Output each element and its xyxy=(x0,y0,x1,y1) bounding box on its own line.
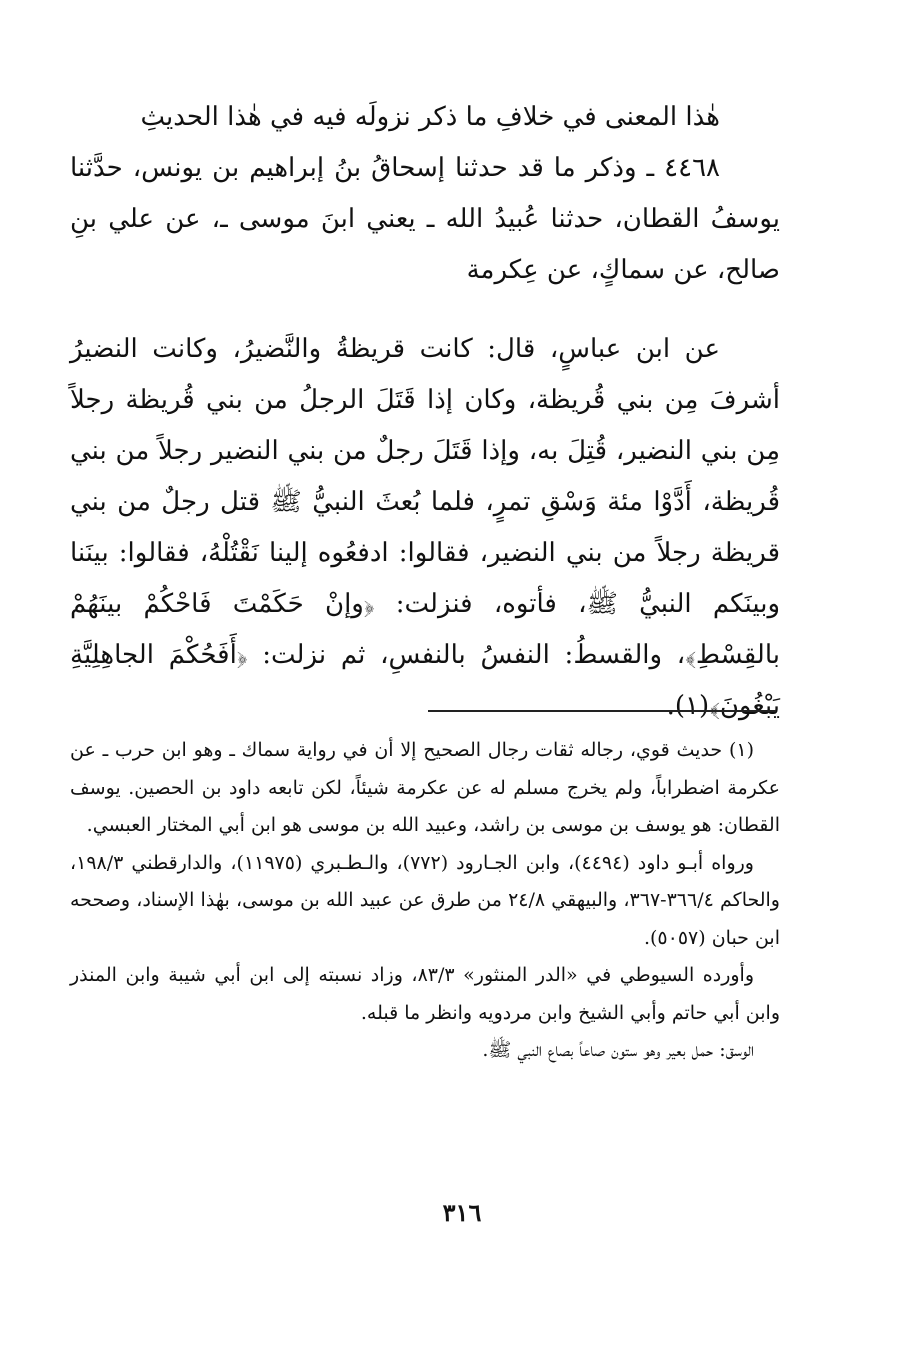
hadith-matn-paragraph: عن ابن عباسٍ، قال: كانت قريظةُ والنَّضيرُ، وكانت النضيرُ أشرفَ مِن بني قُريظة، وكان إذا قَتَلَ الرجلُ من بني قُريظة رجلاً مِن بني النضير، قُتِلَ به، وإذا قَتَلَ رجلٌ من بني النضير رجلاً من بني قُريظة، أَدَّوْا مئة وَسْقِ تمرٍ، فلما بُعثَ النبيُّ ﷺ قتل رجلٌ من بني قريظة رجلاً من بني النضير، فقالوا: ادفعُوه إلينا نَقْتُلْهُ، فقالوا: بينَنا وبينَكم النبيُّ ﷺ، فأتوه، فنزلت: ﴿وإنْ حَكَمْتَ فَاحْكُمْ بينَهُمْ بالقِسْطِ﴾، والقسطُ: النفسُ بالنفسِ، ثم نزلت: ﴿أَفَحُكْمَ الجاهِلِيَّةِ يَبْغُونَ﴾(١). xyxy=(70,334,780,721)
footnote-suyuti: وأورده السيوطي في «الدر المنثور» ٨٣/٣، وزاد نسبته إلى ابن أبي شيبة وابن المنذر وابن أبي حاتم وأبي الشيخ وابن مردويه وانظر ما قبله. xyxy=(70,964,780,1024)
paragraph-gap xyxy=(70,296,780,324)
main-text-block xyxy=(70,92,780,732)
footnote-divider xyxy=(428,710,776,712)
footnote-sources: ورواه أبـو داود (٤٤٩٤)، وابن الجـارود (٧٧٢)، والـطـبري (١١٩٧٥)، والدارقطني ١٩٨/٣، والحاكم ٣٦٦/٤-٣٦٧، والبيهقي ٢٤/٨ من طرق عن عبيد الله بن موسى، بهٰذا الإسناد، وصححه ابن حبان (٥٠٥٧). xyxy=(70,851,780,949)
footnote-grading: (١) حديث قوي، رجاله ثقات رجال الصحيح إلا أن في رواية سماك ـ وهو ابن حرب ـ عن عكرمة اضطراباً، ولم يخرج مسلم له عن عكرمة شيئاً، لكن تابعه داود بن الحصين. يوسف القطان: هو يوسف بن موسى بن راشد، وعبيد الله بن موسى هو ابن أبي المختار العبسي. xyxy=(70,739,780,836)
page-number: ٣١٦ xyxy=(442,1198,482,1227)
hadith-isnad-paragraph: ٤٤٦٨ ـ وذكر ما قد حدثنا إسحاقُ بنُ إبراهيم بن يونس، حدَّثنا يوسفُ القطان، حدثنا عُبيدُ الله ـ يعني ابنَ موسى ـ، عن علي بنِ صالح، عن سماكٍ، عن عِكرمة xyxy=(70,153,780,285)
footnotes-block xyxy=(70,732,780,1070)
footnote-wasq-definition: الوسق: حمل بعير وهو ستون صاعاً بصاع النبي ﷺ. xyxy=(482,1039,754,1061)
main-paragraph-intro: هٰذا المعنى في خلافِ ما ذكر نزولَه فيه في هٰذا الحديثِ xyxy=(140,102,720,132)
